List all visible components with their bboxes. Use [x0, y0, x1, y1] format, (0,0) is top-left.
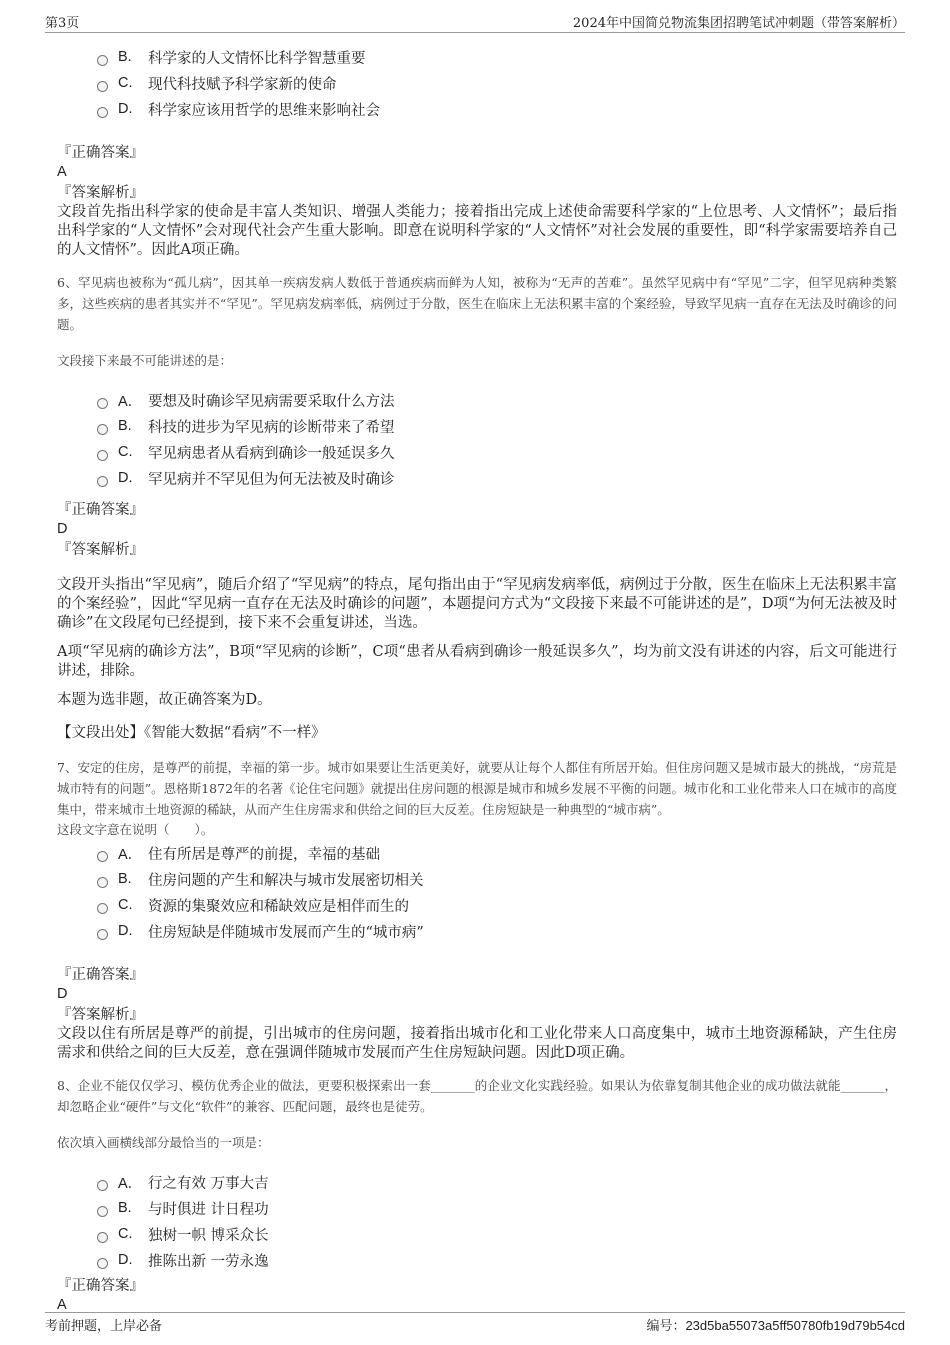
radio-icon[interactable] — [97, 476, 108, 487]
answer-label: 『正确答案』 — [57, 145, 144, 161]
source-title: 《智能大数据“看病”不一样》 — [144, 725, 326, 741]
answer-value: D — [57, 521, 68, 537]
question-6-prompt: 文段接下来最不可能讲述的是： — [57, 353, 233, 368]
option-b[interactable]: B. 科技的进步为罕见病的诊断带来了希望 — [97, 413, 897, 439]
answer-value: A — [57, 1297, 67, 1313]
analysis-paragraph: 文段开头指出“罕见病”，随后介绍了“罕见病”的特点，尾句指出由于“罕见病发病率低，病例过于分散，医生在临床上无法积累丰富的个案经验”，因此“罕见病一直存在无法及时确诊的问题”，本题提问方式为“文段接下来最不可能讲述的是”，D项“为何无法被及时确诊”在文段尾句已经提到，接下来不会重复讲述，当选。 — [57, 577, 897, 631]
option-c[interactable]: C. 资源的集聚效应和稀缺效应是相伴而生的 — [97, 892, 897, 918]
page-header — [45, 12, 905, 33]
answer-label: 『正确答案』 — [57, 1278, 144, 1294]
analysis-label: 『答案解析』 — [57, 542, 144, 558]
radio-icon[interactable] — [97, 1180, 108, 1191]
option-c[interactable]: C. 独树一帜 博采众长 — [97, 1221, 897, 1247]
answer-label: 『正确答案』 — [57, 502, 144, 518]
radio-icon[interactable] — [97, 1206, 108, 1217]
radio-icon[interactable] — [97, 877, 108, 888]
option-a[interactable]: A． 行之有效 万事大吉 — [97, 1169, 897, 1195]
document-title: 2024年中国简兑物流集团招聘笔试冲刺题（带答案解析） — [572, 16, 905, 31]
options-list — [97, 387, 897, 491]
radio-icon[interactable] — [97, 424, 108, 435]
question-8-text: 8、企业不能仅仅学习、模仿优秀企业的做法，更要积极探索出一套_______的企业文化实践经验。如果认为依靠复制其他企业的成功做法就能_______，却忽略企业“硬件”与文化“软件”的兼容、匹配问题，最终也是徒劳。 — [57, 1078, 897, 1114]
source-line — [57, 724, 897, 743]
radio-icon[interactable] — [97, 450, 108, 461]
option-d[interactable]: D. 推陈出新 一劳永逸 — [97, 1247, 897, 1273]
options-list — [97, 1169, 897, 1273]
option-a[interactable]: A． 住有所居是尊严的前提，幸福的基础 — [97, 840, 897, 866]
page-number: 第3页 — [45, 16, 80, 31]
analysis-paragraph: 本题为选非题，故正确答案为D。 — [57, 692, 272, 708]
analysis-text: 文段以住有所居是尊严的前提，引出城市的住房问题，接着指出城市化和工业化带来人口高度集中，城市土地资源稀缺，产生住房需求和供给之间的巨大反差，意在强调伴随城市发展而产生住房短缺问题。因此D项正确。 — [57, 1026, 897, 1061]
answer-value: A — [57, 164, 67, 180]
option-c[interactable]: C. 现代科技赋予科学家新的使命 — [97, 70, 897, 96]
question-7-text: 7、安定的住房，是尊严的前提，幸福的第一步。城市如果要让生活更美好，就要从让每个人都住有所居开始。但住房问题又是城市最大的挑战，“房荒是城市特有的问题”。恩格斯1872年的名著《论住宅问题》就提出住房问题的根源是城市和城乡发展不平衡的问题。城市化和工业化带来人口在城市的高度集中，带来城市土地资源的稀缺，从而产生住房需求和供给之间的巨大反差。住房短缺是一种典型的“城市病”。 — [57, 760, 897, 817]
radio-icon[interactable] — [97, 929, 108, 940]
radio-icon[interactable] — [97, 1232, 108, 1243]
radio-icon[interactable] — [97, 55, 108, 66]
radio-icon[interactable] — [97, 851, 108, 862]
option-b[interactable]: B. 住房问题的产生和解决与城市发展密切相关 — [97, 866, 897, 892]
radio-icon[interactable] — [97, 107, 108, 118]
source-label: 【文段出处】 — [57, 725, 144, 741]
option-d[interactable]: D. 罕见病并不罕见但为何无法被及时确诊 — [97, 465, 897, 491]
question-7-prompt: 这段文字意在说明（ ）。 — [57, 822, 214, 837]
options-list — [97, 840, 897, 944]
radio-icon[interactable] — [97, 903, 108, 914]
answer-value: D — [57, 986, 68, 1002]
radio-icon[interactable] — [97, 81, 108, 92]
document-code: 编号：23d5ba55073a5ff50780fb19d79b54cd — [646, 1318, 905, 1334]
options-list — [97, 44, 897, 122]
footer-slogan: 考前押题，上岸必备 — [45, 1319, 163, 1334]
option-a[interactable]: A． 要想及时确诊罕见病需要采取什么方法 — [97, 387, 897, 413]
option-b[interactable]: B. 科学家的人文情怀比科学智慧重要 — [97, 44, 897, 70]
analysis-label: 『答案解析』 — [57, 185, 144, 201]
analysis-paragraph: A项“罕见病的确诊方法”，B项“罕见病的诊断”，C项“患者从看病到确诊一般延误多久”，均为前文没有讲述的内容，后文可能进行讲述，排除。 — [57, 644, 897, 679]
page-content — [57, 38, 897, 1315]
radio-icon[interactable] — [97, 1258, 108, 1269]
analysis-text: 文段首先指出科学家的使命是丰富人类知识、增强人类能力；接着指出完成上述使命需要科学家的“上位思考、人文情怀”；最后指出科学家的“人文情怀”会对现代社会产生重大影响。即意在说明科学家的“人文情怀”对社会发展的重要性，即“科学家需要培养自己的人文情怀”。因此A项正确。 — [57, 204, 897, 258]
radio-icon[interactable] — [97, 398, 108, 409]
option-d[interactable]: D. 住房短缺是伴随城市发展而产生的“城市病” — [97, 918, 897, 944]
option-b[interactable]: B. 与时俱进 计日程功 — [97, 1195, 897, 1221]
option-d[interactable]: D. 科学家应该用哲学的思维来影响社会 — [97, 96, 897, 122]
option-c[interactable]: C. 罕见病患者从看病到确诊一般延误多久 — [97, 439, 897, 465]
answer-label: 『正确答案』 — [57, 967, 144, 983]
analysis-label: 『答案解析』 — [57, 1007, 144, 1023]
page-footer — [45, 1312, 905, 1337]
question-6-text: 6、罕见病也被称为“孤儿病”，因其单一疾病发病人数低于普通疾病而鲜为人知，被称为“无声的苦难”。虽然罕见病中有“罕见”二字，但罕见病种类繁多，这些疾病的患者其实并不“罕见”。罕见病发病率低，病例过于分散，医生在临床上无法积累丰富的个案经验，导致罕见病一直存在无法及时确诊的问题。 — [57, 275, 897, 332]
question-8-prompt: 依次填入画横线部分最恰当的一项是： — [57, 1135, 270, 1150]
